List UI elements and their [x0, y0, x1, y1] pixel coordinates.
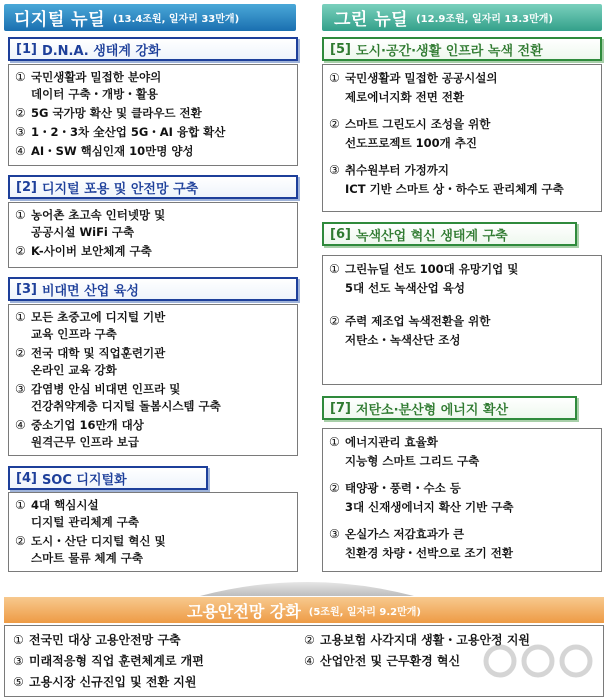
- item-text: 산업안전 및 근무환경 혁신: [320, 654, 461, 668]
- section-1-number: [1]: [16, 41, 37, 57]
- item-text: 스마트 그린도시 조성을 위한 선도프로젝트 100개 추진: [345, 117, 491, 150]
- upward-arrow-shape: [200, 574, 414, 596]
- section-5-number: [5]: [330, 41, 351, 57]
- list-item: [13, 630, 304, 650]
- bullet-mark: ①: [15, 208, 26, 222]
- item-text: 온실가스 저감효과가 큰 친환경 차량・선박으로 조기 전환: [345, 527, 513, 560]
- bullet-mark: ④: [304, 654, 315, 668]
- list-item: [329, 260, 595, 298]
- section-2-title: [8, 175, 298, 199]
- list-item: [15, 143, 291, 160]
- bullet-mark: ①: [329, 71, 340, 85]
- list-item: [15, 381, 291, 415]
- bullet-mark: ①: [15, 498, 26, 512]
- item-text: 고용시장 신규진입 및 전환 지원: [29, 675, 197, 689]
- list-item: [13, 672, 313, 692]
- bullet-mark: ③: [13, 654, 24, 668]
- section-2-label: 디지털 포용 및 안전망 구축: [41, 181, 199, 197]
- item-text: 주력 제조업 녹색전환을 위한 저탄소・녹색산단 조성: [345, 314, 491, 347]
- bullet-mark: ③: [329, 527, 340, 541]
- item-text: 전국 대학 및 직업훈련기관 온라인 교육 강화: [31, 346, 166, 377]
- item-text: 모든 초중고에 디지털 기반 교육 인프라 구축: [31, 310, 166, 341]
- section-6-box: [322, 255, 602, 385]
- employment-header-title: 고용안전망 강화: [187, 601, 301, 621]
- section-2-box: [8, 202, 298, 268]
- list-item: [15, 417, 291, 451]
- section-7-title: [322, 396, 577, 420]
- item-text: 고용보험 사각지대 생활・고용안정 지원: [320, 633, 531, 647]
- list-item: [15, 309, 291, 343]
- section-3-label: 비대면 산업 육성: [41, 283, 139, 299]
- item-text: 1・2・3차 全산업 5G・AI 융합 확산: [31, 125, 226, 139]
- list-item: [329, 312, 595, 350]
- item-text: 농어촌 초고속 인터넷망 및 공공시설 WiFi 구축: [31, 208, 166, 239]
- section-2-number: [2]: [16, 179, 37, 195]
- list-item: [329, 479, 595, 517]
- section-4-title: [8, 466, 208, 490]
- section-1-label: D.N.A. 생태계 강화: [41, 43, 161, 59]
- section-3-title: [8, 277, 298, 301]
- digital-new-deal-header: [4, 4, 296, 31]
- item-text: 전국민 대상 고용안전망 구축: [29, 633, 181, 647]
- bullet-mark: ②: [15, 244, 26, 258]
- bullet-mark: ⑤: [13, 675, 24, 689]
- bullet-mark: ②: [304, 633, 315, 647]
- bullet-mark: ④: [15, 144, 26, 158]
- section-6-title: [322, 222, 577, 246]
- section-7-number: [7]: [330, 400, 351, 416]
- list-item: [15, 533, 291, 567]
- bullet-mark: ③: [329, 163, 340, 177]
- item-text: 5G 국가망 확산 및 클라우드 전환: [31, 106, 202, 120]
- item-text: 취수원부터 가정까지 ICT 기반 스마트 상・하수도 관리체계 구축: [345, 163, 564, 196]
- list-item: [15, 69, 291, 103]
- bullet-mark: ②: [329, 314, 340, 328]
- list-item: [329, 525, 595, 563]
- bullet-mark: ①: [15, 310, 26, 324]
- item-text: 태양광・풍력・수소 등 3대 신재생에너지 확산 기반 구축: [345, 481, 514, 514]
- section-5-box: [322, 64, 602, 212]
- list-item: [15, 345, 291, 379]
- item-text: 국민생활과 밀접한 분야의 데이터 구축・개방・활용: [31, 70, 162, 101]
- item-text: 4대 핵심시설 디지털 관리체계 구축: [31, 498, 139, 529]
- bullet-mark: ①: [15, 70, 26, 84]
- list-item: [15, 124, 291, 141]
- bullet-mark: ④: [15, 418, 26, 432]
- section-1-title: [8, 37, 298, 61]
- item-text: 감염병 안심 비대면 인프라 및 건강취약계층 디지털 돌봄시스템 구축: [31, 382, 221, 413]
- bullet-mark: ③: [15, 382, 26, 396]
- list-item: [329, 69, 595, 107]
- item-text: 도시・산단 디지털 혁신 및 스마트 물류 체계 구축: [31, 534, 166, 565]
- bullet-mark: ①: [329, 262, 340, 276]
- list-item: [15, 243, 291, 260]
- item-text: 중소기업 16만개 대상 원격근무 인프라 보급: [31, 418, 144, 449]
- section-1-box: [8, 64, 298, 166]
- bullet-mark: ②: [15, 106, 26, 120]
- list-item: [329, 161, 595, 199]
- bullet-mark: ③: [15, 125, 26, 139]
- section-6-number: [6]: [330, 226, 351, 242]
- item-text: 국민생활과 밀접한 공공시설의 제로에너지화 전면 전환: [345, 71, 498, 104]
- list-item: [15, 105, 291, 122]
- section-3-box: [8, 304, 298, 456]
- green-header-title: 그린 뉴딜: [334, 10, 409, 30]
- watermark-logo: [470, 636, 600, 686]
- bullet-mark: ①: [329, 435, 340, 449]
- list-item: [329, 115, 595, 153]
- section-4-label: SOC 디지털화: [41, 472, 127, 488]
- section-3-number: [3]: [16, 281, 37, 297]
- list-item: [15, 207, 291, 241]
- employment-header-budget: (5조원, 일자리 9.2만개): [308, 606, 421, 618]
- green-header-budget: (12.9조원, 일자리 13.3만개): [416, 14, 553, 25]
- list-item: [13, 651, 304, 671]
- list-item: [15, 497, 291, 531]
- employment-safety-net-header: [4, 597, 604, 623]
- bullet-mark: ①: [13, 633, 24, 647]
- green-new-deal-header: [322, 4, 602, 31]
- bullet-mark: ②: [15, 346, 26, 360]
- bullet-mark: ②: [329, 481, 340, 495]
- section-5-label: 도시·공간·생활 인프라 녹색 전환: [355, 43, 543, 59]
- section-7-box: [322, 428, 602, 572]
- section-4-number: [4]: [16, 470, 37, 486]
- list-item: [329, 433, 595, 471]
- section-6-label: 녹색산업 혁신 생태계 구축: [355, 228, 508, 244]
- digital-header-title: 디지털 뉴딜: [14, 10, 106, 30]
- digital-header-budget: (13.4조원, 일자리 33만개): [113, 14, 240, 25]
- bullet-mark: ②: [15, 534, 26, 548]
- item-text: 에너지관리 효율화 지능형 스마트 그리드 구축: [345, 435, 480, 468]
- bullet-mark: ②: [329, 117, 340, 131]
- item-text: AI・SW 핵심인재 10만명 양성: [31, 144, 194, 158]
- section-7-label: 저탄소·분산형 에너지 확산: [355, 402, 509, 418]
- section-4-box: [8, 492, 298, 572]
- item-text: 그린뉴딜 선도 100대 유망기업 및 5대 선도 녹색산업 육성: [345, 262, 519, 295]
- item-text: 미래적응형 직업 훈련체계로 개편: [29, 654, 204, 668]
- section-5-title: [322, 37, 602, 61]
- item-text: K-사이버 보안체계 구축: [31, 244, 152, 258]
